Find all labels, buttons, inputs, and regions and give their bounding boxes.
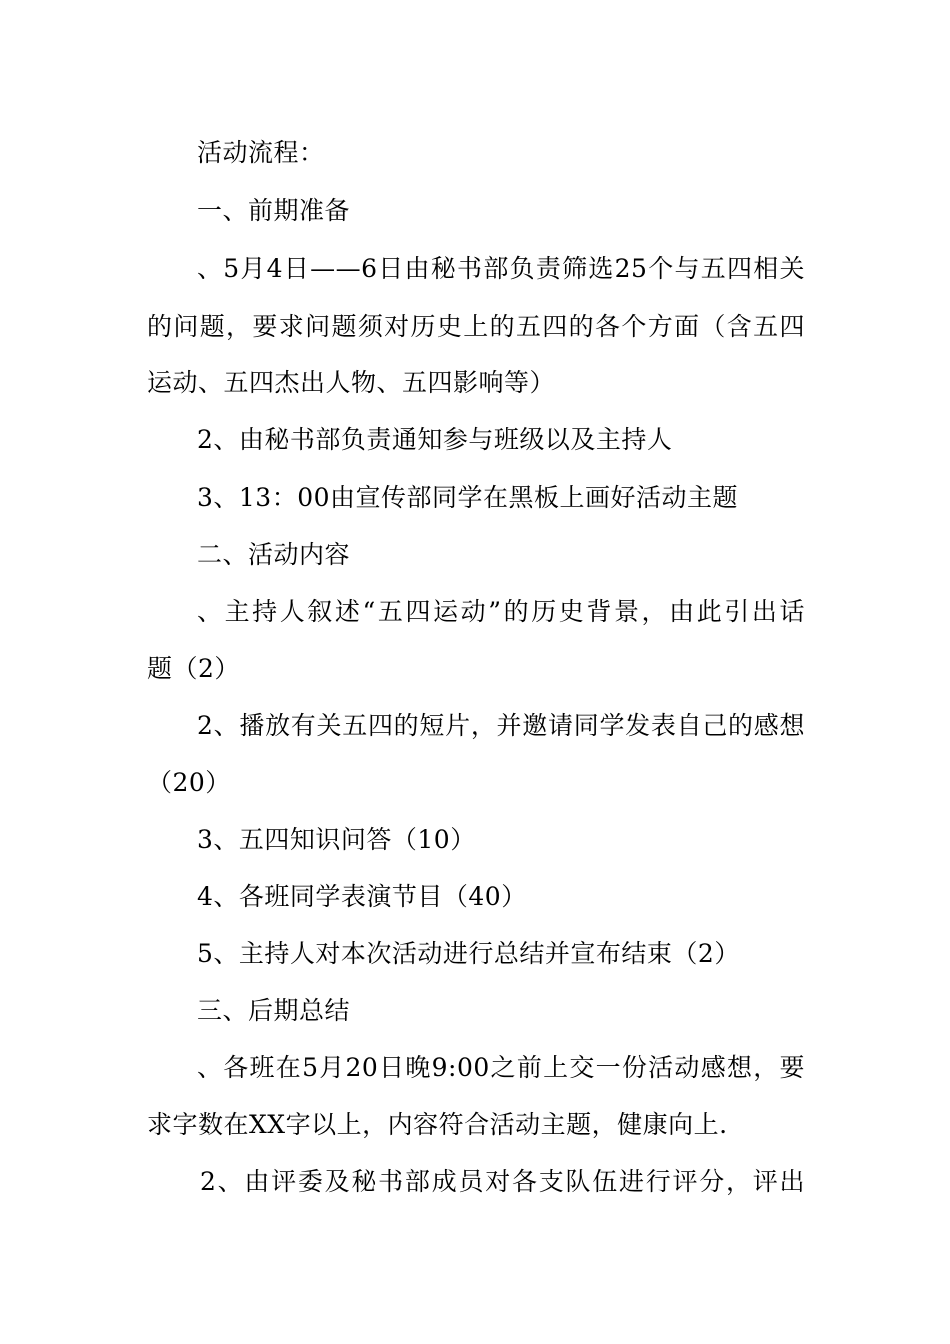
paragraph-line: 求字数在XX字以上，内容符合活动主题，健康向上. <box>147 1110 728 1139</box>
paragraph-line: 4、各班同学表演节目（40） <box>197 882 527 911</box>
paragraph-line: 、各班在5月20日晚9:00之前上交一份活动感想，要 <box>197 1053 805 1082</box>
paragraph-line: 、5月4日——6日由秘书部负责筛选25个与五四相关 <box>197 254 805 283</box>
paragraph-line: 2、由评委及秘书部成员对各支队伍进行评分，评出 <box>200 1167 805 1196</box>
paragraph-line: 的问题，要求问题须对历史上的五四的各个方面（含五四 <box>147 312 805 341</box>
section-two-heading: 二、活动内容 <box>197 540 351 569</box>
section-one-heading: 一、前期准备 <box>197 196 351 225</box>
flow-heading: 活动流程： <box>197 138 325 167</box>
paragraph-line: （20） <box>147 768 231 797</box>
paragraph-line: 3、五四知识问答（10） <box>197 825 476 854</box>
paragraph-line: 2、由秘书部负责通知参与班级以及主持人 <box>197 425 673 454</box>
paragraph-line: 5、主持人对本次活动进行总结并宣布结束（2） <box>197 939 740 968</box>
paragraph-line: 3、13：00由宣传部同学在黑板上画好活动主题 <box>197 483 739 512</box>
paragraph-line: 、主持人叙述“五四运动”的历史背景，由此引出话 <box>197 597 805 626</box>
paragraph-line: 2、播放有关五四的短片，并邀请同学发表自己的感想 <box>197 711 805 740</box>
paragraph-line: 题（2） <box>147 654 240 683</box>
paragraph-line: 运动、五四杰出人物、五四影响等） <box>147 368 556 397</box>
section-three-heading: 三、后期总结 <box>197 996 351 1025</box>
